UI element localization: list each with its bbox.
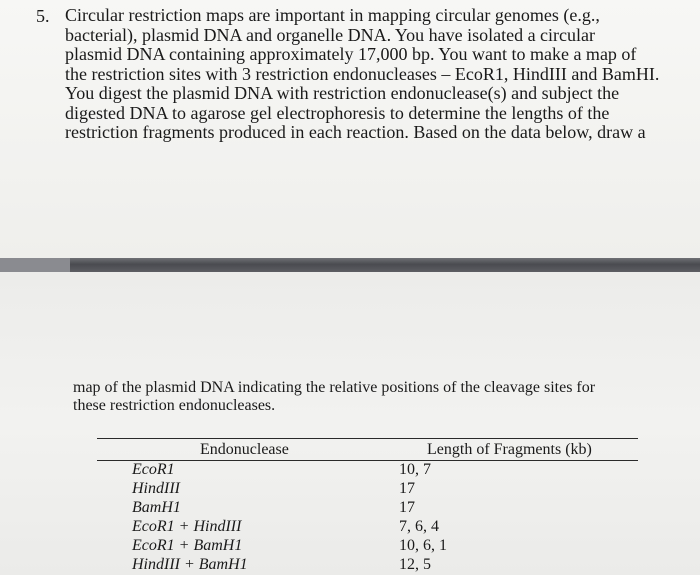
table-header-endonuclease: Endonuclease (200, 441, 289, 458)
question-line: digested DNA to agarose gel electrophoresis to determine the lengths of the (65, 102, 610, 123)
fragments-cell: 10, 7 (399, 461, 431, 478)
table-row (132, 518, 532, 536)
table-top-rule (97, 438, 638, 439)
table-row (132, 480, 532, 498)
page-fold-divider (0, 258, 700, 272)
question-continuation (73, 379, 653, 415)
question-line: the restriction sites with 3 restriction endonucleases – EcoR1, HindIII and BamHI. (65, 63, 660, 84)
continuation-line: map of the plasmid DNA indicating the relative positions of the cleavage sites for (73, 379, 596, 396)
question-text (65, 6, 685, 143)
enzyme-cell: HindIII (132, 480, 180, 497)
enzyme-cell: EcoR1 (132, 461, 175, 478)
enzyme-cell: EcoR1 + HindIII (132, 518, 242, 535)
question-line: plasmid DNA containing approximately 17,000 bp. You want to make a map of (65, 44, 637, 64)
question-line: restriction fragments produced in each reaction. Based on the data below, draw a (65, 122, 646, 142)
fragments-cell: 7, 6, 4 (399, 518, 439, 535)
enzyme-cell: EcoR1 + BamH1 (132, 537, 243, 554)
fragments-cell: 17 (399, 480, 415, 497)
fragments-cell: 12, 5 (399, 556, 431, 573)
continuation-line: these restriction endonucleases. (73, 397, 276, 414)
table-header-length: Length of Fragments (kb) (427, 441, 592, 458)
table-row (132, 556, 532, 574)
fragments-cell: 10, 6, 1 (399, 537, 447, 554)
question-line: Circular restriction maps are important in mapping circular genomes (e.g., (65, 5, 600, 25)
enzyme-cell: HindIII + BamH1 (132, 556, 248, 573)
question-line: bacterial), plasmid DNA and organelle DNA. You have isolated a circular (65, 24, 596, 45)
question-line: You digest the plasmid DNA with restriction endonuclease(s) and subject the (65, 83, 620, 103)
fragments-cell: 17 (399, 499, 415, 516)
enzyme-cell: BamH1 (132, 499, 181, 516)
table-row (132, 537, 532, 555)
table-row (132, 461, 532, 479)
question-number: 5. (36, 6, 50, 26)
table-row (132, 499, 532, 517)
